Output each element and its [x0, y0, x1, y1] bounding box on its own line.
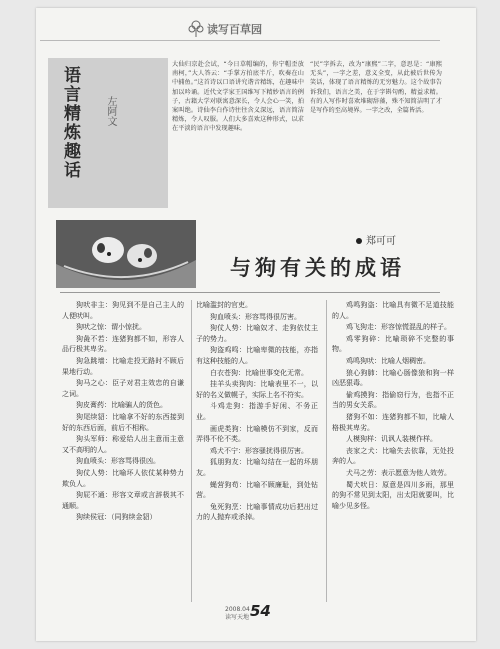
idiom-entry: 鸡飞狗走：形容惊慌混乱的样子。: [346, 323, 451, 332]
idiom-entry: 狗吠非主：狗见到不是自己主人的人便吠叫。: [62, 301, 184, 320]
idiom-entry: 画虎类狗：比喻模仿不到家，反而弄得不伦不类。: [196, 424, 318, 444]
idiom-entry: 犬马之劳：表示愿意为他人效劳。: [346, 468, 451, 477]
idiom-entry: 狗盗鸡鸣：比喻卑微的技能，亦指有这种技能的人。: [196, 346, 318, 365]
footer-magazine: 读写天地: [225, 614, 250, 621]
footer-issue-info: [225, 606, 250, 622]
idiom-entry: 鸡鸣狗盗：比喻具有微不足道技能的人。: [332, 301, 454, 320]
idiom-entry: 狗急跳墙：比喻走投无路时不顾后果地行动。: [62, 356, 184, 376]
idiom-entry: 狗头军师：称爱给人出主意而主意又不高明的人。: [62, 435, 184, 454]
idiom-entry: 挂羊头卖狗肉：比喻表里不一，以好的名义做幌子，实际上名不符实。: [196, 380, 318, 399]
top-article-author: 左阿文: [105, 96, 116, 126]
idiom-column-2: [196, 300, 318, 524]
idiom-entry: 狗吠之惊：谓小惊扰。: [76, 323, 146, 332]
idiom-entry: 兔死狗烹：比喻事情成功后把出过力的人抛弃或杀掉。: [196, 502, 318, 522]
idiom-column-1: [62, 300, 184, 524]
idiom-entry: 狼心狗肺：比喻心肠像狼和狗一样凶恶狠毒。: [332, 368, 454, 388]
idiom-entry: 鸡犬不宁：形容骚扰得很厉害。: [210, 446, 308, 455]
footer-issue: 2008.04: [225, 606, 250, 613]
idiom-entry: 狗血喷头：形容骂得很厉害。: [210, 312, 301, 321]
feature-title: 与狗有关的成语: [230, 256, 405, 280]
idiom-entry: 狗续侯冠：（同狗续金貂）: [76, 513, 157, 522]
page-number: 54: [250, 602, 271, 620]
idiom-entry: 狗马之心：臣子对君主效忠的自谦之词。: [62, 379, 184, 398]
idiom-entry: 狗屁不通：形容文章或言辞极其不通顺。: [62, 491, 184, 510]
bullet-icon: [356, 238, 362, 244]
idiom-entry: 狗仗人势：比喻坏人依仗某种势力欺负人。: [62, 468, 184, 488]
idiom-entry: 狗皮膏药：比喻骗人的货色。: [76, 401, 167, 410]
column-divider: [191, 300, 192, 602]
idiom-entry: 比喻滥封的官吏。: [196, 301, 252, 309]
idiom-entry: 丧家之犬：比喻失去依靠，无处投奔的人。: [332, 446, 454, 466]
idiom-entry: 蝇营狗苟：比喻不顾廉耻，到处钻营。: [196, 480, 318, 500]
idiom-entry: 蜀犬吠日：原意是四川多雨，那里的狗不常见到太阳，出太阳就要叫，比喻少见多怪。: [332, 480, 454, 510]
idiom-entry: 狗尾续貂：比喻拿不好的东西接到好的东西后面，前后不相称。: [62, 412, 184, 432]
idiom-entry: 人模狗样：讥讽人装模作样。: [346, 435, 437, 444]
idiom-entry: 偷鸡摸狗：指偷窃行为，也指不正当的男女关系。: [332, 390, 454, 410]
top-article-title: 语言精炼趣话: [60, 66, 80, 180]
top-article-column-2: “民”字拆去，改为“康熙”二字，意思是：“康熙无头”，一字之差，意义全变，从此被后世传为笑话，体现了语言精炼的无穷魅力。这个故事告诉我们，语言之美，在于字斟句酌，精益求精。有的人写作时喜欢堆砌辞藻，殊不知简洁明了才是写作的至高境界。一字之改，全篇皆活。: [310, 61, 442, 115]
idiom-entry: 狐朋狗友：比喻勾结在一起的坏朋友。: [196, 458, 318, 477]
top-article-column-1: 大仙归京赴会试，“今日草帽编的，你宁帽歪放南柯，”大人答云：“手掌方拍底半斤，吹奏在山中捕鱼。”这首诗以口语讲究谐音精练，在趣味中加以吟诵。近代文学家王国维写下精妙语言的例子，古籍大学对联寓意深长，令人会心一笑，拍案叫绝。诗仙李白作诗往往含义深远，语言简洁精炼，令人叹服。人们大多喜欢这种形式，以求在平淡的语言中发现趣味。: [172, 61, 304, 133]
feature-divider: [60, 292, 440, 293]
section-title: 读写百草园: [207, 23, 262, 36]
idiom-entry: 白衣苍狗：比喻世事变化无常。: [210, 368, 308, 377]
idiom-column-3: [332, 300, 454, 512]
idiom-entry: 狗仗人势：比喻奴才、走狗依仗主子的势力。: [196, 324, 318, 343]
puppies-in-hammock-image: [56, 220, 196, 288]
idiom-entry: 猪狗不如：连猪狗都不如，比喻人格极其卑劣。: [332, 412, 454, 432]
feature-byline: [356, 232, 396, 247]
column-divider: [326, 300, 327, 602]
idiom-entry: 狗彘不若：连猪狗都不如，形容人品行极其卑劣。: [62, 334, 184, 354]
idiom-entry: 鸡零狗碎：比喻琐碎不完整的事物。: [332, 334, 454, 354]
header-divider: [40, 40, 440, 41]
idiom-entry: 鸡鸣狗吠：比喻人烟稠密。: [346, 356, 430, 365]
idiom-entry: 斗鸡走狗：指游手好闲、不务正业。: [196, 402, 318, 421]
flower-logo-icon: [186, 18, 206, 38]
feature-author: 郑可可: [366, 236, 396, 247]
idiom-entry: 狗血喷头：形容骂得很凶。: [76, 457, 160, 466]
